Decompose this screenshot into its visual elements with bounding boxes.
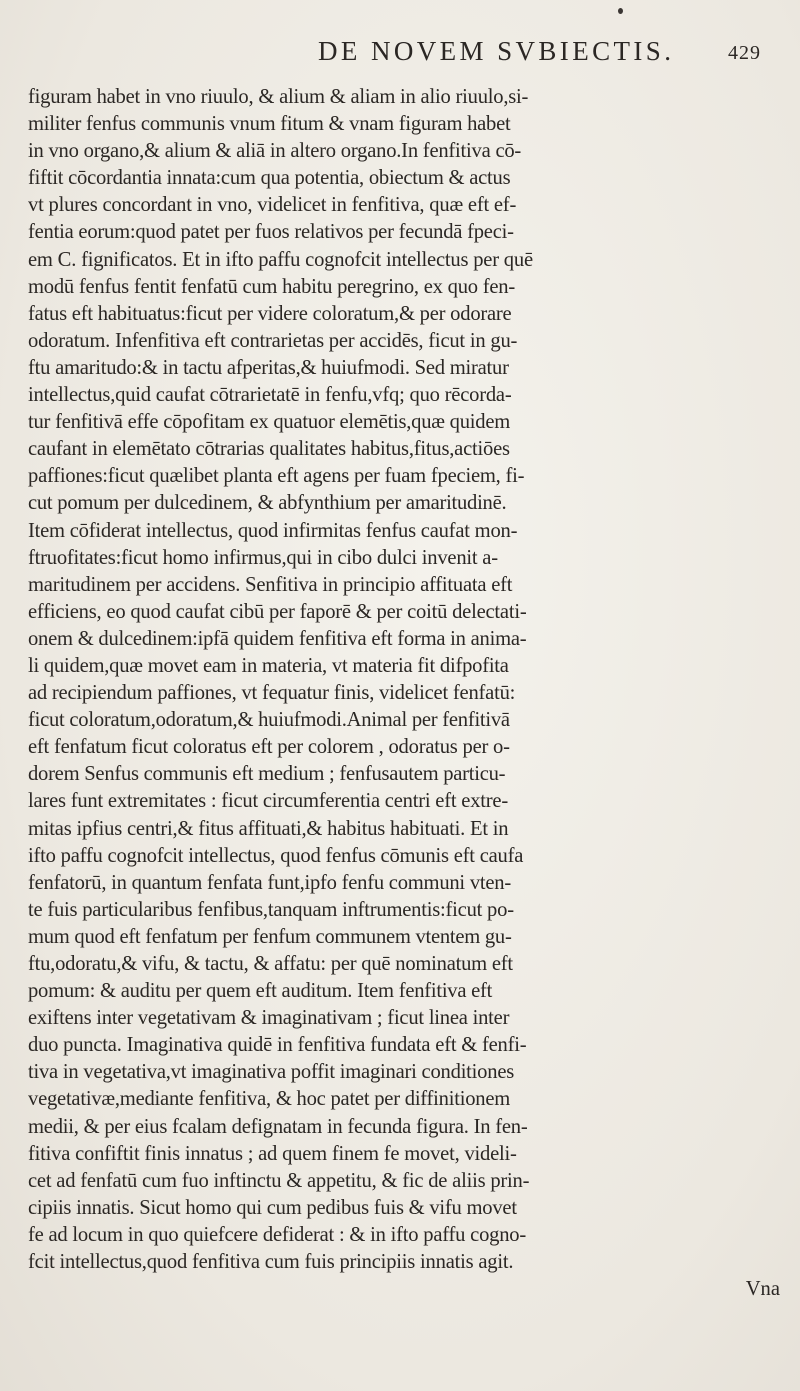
- text-line: efficiens, eo quod caufat cibū per faporē & per coitū delectati-: [28, 600, 527, 623]
- text-line: fiftit cōcordantia innata:cum qua potentia, obiectum & actus: [28, 167, 511, 190]
- text-line: fenfatorū, in quantum fenfata funt,ipfo fenfu communi vten-: [28, 871, 511, 894]
- text-line: ficut coloratum,odoratum,& huiufmodi.Animal per fenfitivā: [28, 709, 510, 732]
- text-line: te fuis particularibus fenfibus,tanquam inftrumentis:ficut po-: [28, 898, 514, 921]
- text-line: militer fenfus communis vnum fitum & vnam figuram habet: [28, 113, 511, 136]
- text-line: fcit intellectus,quod fenfitiva cum fuis principiis innatis agit.: [28, 1251, 514, 1274]
- text-line: tur fenfitivā effe cōpofitam ex quatuor elemētis,quæ quidem: [28, 411, 511, 434]
- text-line: odoratum. Infenfitiva eft contrarietas per accidēs, ficut in gu-: [28, 329, 518, 352]
- text-line: lares funt extremitates : ficut circumferentia centri eft extre-: [28, 790, 508, 813]
- text-line: mum quod eft fenfatum per fenfum communem vtentem gu-: [28, 925, 512, 948]
- text-line: ftu amaritudo:& in tactu afperitas,& huiufmodi. Sed miratur: [28, 356, 509, 379]
- text-line: in vno organo,& alium & aliā in altero organo.In fenfitiva cō-: [28, 140, 522, 163]
- text-line: fentia eorum:quod patet per fuos relativos per fecundā fpeci-: [28, 221, 514, 244]
- text-line: dorem Senfus communis eft medium ; fenfusautem particu-: [28, 763, 506, 786]
- text-line: paffiones:ficut quælibet planta eft agens per fuam fpeciem, fi-: [28, 465, 525, 488]
- catchword: Vna: [745, 1278, 780, 1301]
- text-line: fe ad locum in quo quiefcere defiderat : & in ifto paffu cogno-: [28, 1223, 527, 1246]
- text-line: figuram habet in vno riuulo, & alium & aliam in alio riuulo,si-: [28, 86, 529, 108]
- text-line: pomum: & auditu per quem eft auditum. Item fenfitiva eft: [28, 980, 493, 1003]
- text-line: intellectus,quid caufat cōtrarietatē in fenfu,vfq; quo rēcorda-: [28, 384, 512, 407]
- page-number: 429: [728, 42, 761, 64]
- text-line: cut pomum per dulcedinem, & abfynthium per amaritudinē.: [28, 492, 507, 515]
- text-line: caufant in elemētato cōtrarias qualitates habitus,fitus,actiōes: [28, 438, 510, 461]
- text-line: fatus eft habituatus:ficut per videre coloratum,& per odorare: [28, 302, 512, 325]
- ink-speck: [618, 8, 623, 14]
- text-line: eft fenfatum ficut coloratus eft per colorem , odoratus per o-: [28, 736, 510, 759]
- text-line: duo puncta. Imaginativa quidē in fenfitiva fundata eft & fenfi-: [28, 1034, 527, 1057]
- text-line: ftruofitates:ficut homo infirmus,qui in cibo dulci invenit a-: [28, 546, 498, 569]
- text-line: exiftens inter vegetativam & imaginativam ; ficut linea inter: [28, 1007, 510, 1030]
- text-line: ftu,odoratu,& vifu, & tactu, & affatu: per quē nominatum eft: [28, 953, 513, 975]
- body-text: [28, 84, 788, 1303]
- text-line: fitiva confiftit finis innatus ; ad quem finem fe movet, videli-: [28, 1142, 517, 1165]
- text-line: ifto paffu cognofcit intellectus, quod fenfus cōmunis eft caufa: [28, 844, 524, 867]
- text-line: cipiis innatis. Sicut homo qui cum pedibus fuis & vifu movet: [28, 1196, 517, 1219]
- text-line: onem & dulcedinem:ipfā quidem fenfitiva eft forma in anima-: [28, 627, 527, 650]
- text-line: vegetativæ,mediante fenfitiva, & hoc patet per diffinitionem: [28, 1088, 511, 1111]
- text-line: vt plures concordant in vno, videlicet in fenfitiva, quæ eft ef-: [28, 194, 517, 217]
- text-line: ad recipiendum paffiones, vt fequatur finis, videlicet fenfatū:: [28, 682, 516, 705]
- text-line: li quidem,quæ movet eam in materia, vt materia fit difpofita: [28, 654, 509, 677]
- text-line: modū fenfus fentit fenfatū cum habitu peregrino, ex quo fen-: [28, 275, 515, 298]
- running-title: DE NOVEM SVBIECTIS.: [318, 36, 675, 66]
- text-line: Item cōfiderat intellectus, quod infirmitas fenfus caufat mon-: [28, 519, 518, 542]
- page-header: [0, 36, 800, 76]
- text-line: tiva in vegetativa,vt imaginativa poffit imaginari conditiones: [28, 1061, 515, 1084]
- text-line: maritudinem per accidens. Senfitiva in principio affituata eft: [28, 573, 513, 596]
- text-line: cet ad fenfatū cum fuo inftinctu & appetitu, & fic de aliis prin-: [28, 1169, 530, 1192]
- text-line: medii, & per eius fcalam defignatam in fecunda figura. In fen-: [28, 1115, 528, 1138]
- text-line: mitas ipfius centri,& fitus affituati,& habitus habituati. Et in: [28, 817, 509, 840]
- text-line: em C. fignificatos. Et in ifto paffu cognofcit intellectus per quē: [28, 248, 533, 271]
